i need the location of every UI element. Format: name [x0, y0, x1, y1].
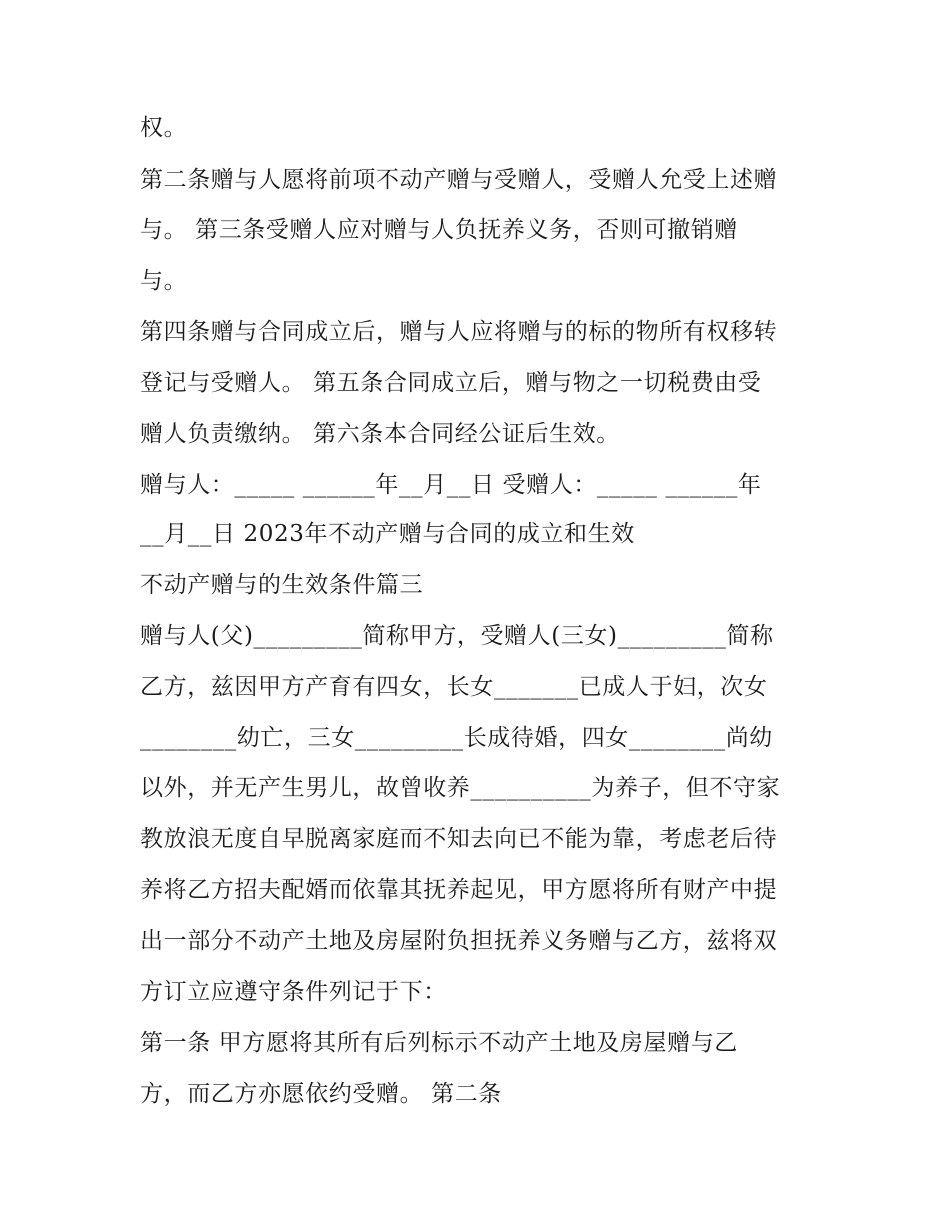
- text-line-18: 方订立应遵守条件列记于下：: [140, 979, 447, 1005]
- text-line-19: 第一条 甲方愿将其所有后列标示不动产土地及房屋赠与乙: [140, 1030, 738, 1056]
- text-line-5: 第四条赠与合同成立后，赠与人应将赠与的标的物所有权移转: [140, 319, 778, 345]
- text-line-16: 养将乙方招夫配婿而依靠其抚养起见，甲方愿将所有财产中提: [140, 877, 778, 903]
- text-line-2: 第二条赠与人愿将前项不动产赠与受赠人，受赠人允受上述赠: [140, 167, 778, 193]
- text-line-3: 与。 第三条受赠人应对赠与人负抚养义务，否则可撤销赠: [140, 217, 738, 243]
- text-line-15: 教放浪无度自早脱离家庭而不知去向已不能为靠，考虑老后待: [140, 826, 778, 852]
- text-line-7: 赠人负责缴纳。 第六条本合同经公证后生效。: [140, 421, 620, 447]
- text-line-17: 出一部分不动产土地及房屋附负担抚养义务赠与乙方，兹将双: [140, 928, 778, 954]
- text-line-14: 以外，并无产生男儿，故曾收养__________为养子，但不守家: [140, 775, 781, 801]
- text-line-12: 乙方，兹因甲方产育有四女，长女_______已成人于妇，次女: [140, 674, 768, 700]
- text-line-6: 登记与受赠人。 第五条合同成立后，赠与物之一切税费由受: [140, 370, 762, 396]
- text-line-20: 方，而乙方亦愿依约受赠。 第二条: [140, 1081, 502, 1107]
- text-line-4: 与。: [140, 268, 188, 294]
- text-line-11: 赠与人(父)_________简称甲方，受赠人(三女)_________简称: [140, 623, 774, 649]
- text-line-9: __月__日 2023年不动产赠与合同的成立和生效: [140, 521, 635, 547]
- section-heading: 不动产赠与的生效条件篇三: [140, 572, 424, 598]
- text-line-13: ________幼亡，三女_________长成待婚，四女________尚幼: [140, 725, 773, 751]
- text-line-8: 赠与人：_____ ______年__月__日 受赠人：_____ ______年: [140, 472, 762, 498]
- text-line-1: 权。: [140, 115, 188, 141]
